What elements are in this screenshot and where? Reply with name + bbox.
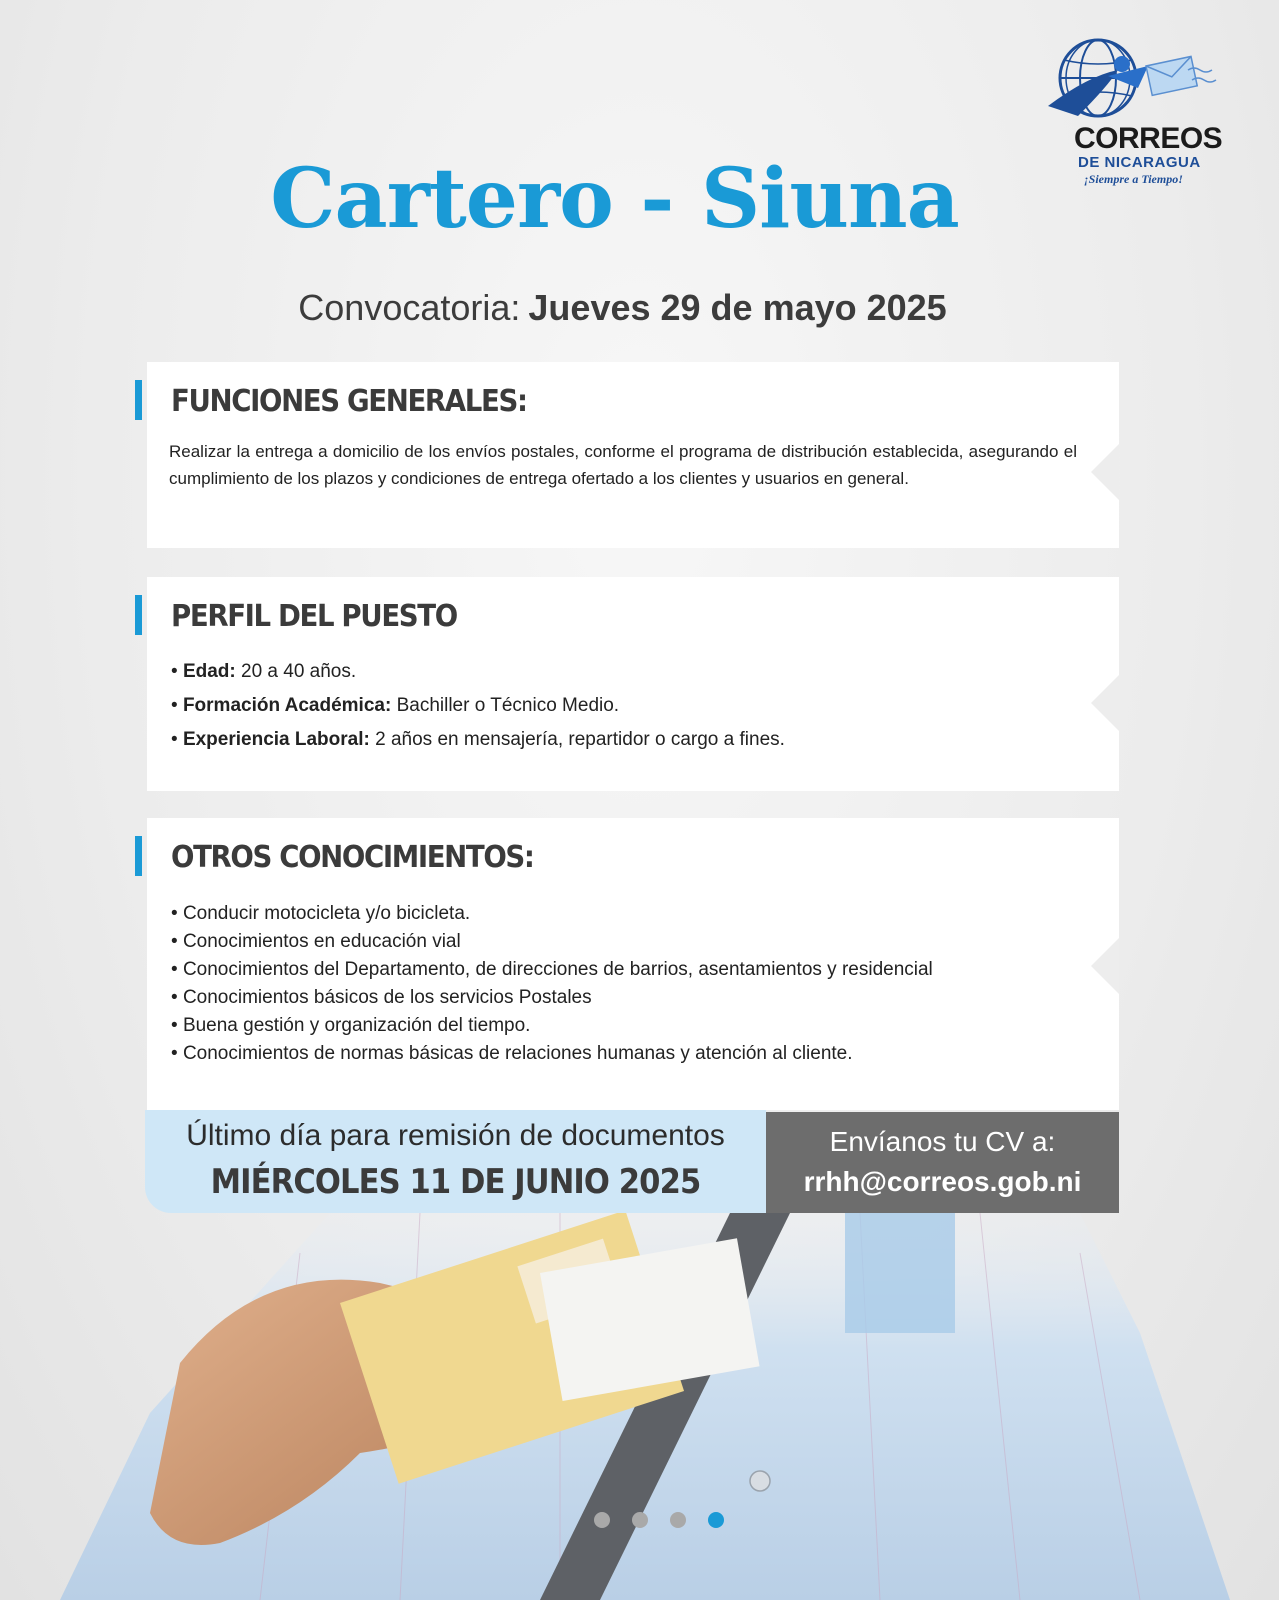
perfil-list [171,655,785,757]
carousel-dot[interactable] [632,1512,648,1528]
convocatoria-line [0,286,1245,329]
list-item: • Conocimientos del Departamento, de direcciones de barrios, asentamientos y residencial [171,956,933,984]
carousel-dot[interactable] [670,1512,686,1528]
card-notch [1091,675,1119,731]
send-cv-email[interactable]: rrhh@correos.gob.ni [803,1166,1082,1197]
otros-list [171,900,933,1068]
section-accent-bar [135,380,142,420]
list-item: • Conducir motocicleta y/o bicicleta. [171,900,933,928]
item-label: Edad: [182,661,236,682]
item-value: 2 años en mensajería, repartidor o cargo a fines. [369,729,785,750]
deadline-date: MIÉRCOLES 11 DE JUNIO 2025 [210,1162,701,1202]
deadline-banner [145,1110,766,1213]
list-item: • Buena gestión y organización del tiempo. [171,1012,933,1040]
list-item [171,723,785,757]
perfil-heading: PERFIL DEL PUESTO [171,599,457,634]
section-accent-bar [135,595,142,635]
card-notch [1091,938,1119,994]
page-title: Cartero - Siuna [270,151,959,247]
funciones-card [147,362,1119,548]
item-value: 20 a 40 años. [235,661,357,682]
globe-envelope-icon [1048,36,1228,126]
funciones-text: Realizar la entrega a domicilio de los envíos postales, conforme el programa de distribución establecida, asegurando el cumplimiento de los plazos y condiciones de entrega ofertado a los clientes y usuarios en general. [169,442,1077,488]
carousel-dot[interactable] [594,1512,610,1528]
section-accent-bar [135,836,142,876]
convocatoria-date: Jueves 29 de mayo 2025 [528,287,947,328]
funciones-heading: FUNCIONES GENERALES: [171,384,527,419]
otros-heading: OTROS CONOCIMIENTOS: [171,840,534,875]
list-item: • Conocimientos de normas básicas de relaciones humanas y atención al cliente. [171,1040,933,1068]
card-notch [1091,444,1119,500]
logo-name: CORREOS [1074,122,1223,155]
send-cv-banner [766,1112,1119,1213]
deadline-label: Último día para remisión de documentos [186,1119,725,1152]
carousel-dot[interactable] [708,1512,724,1528]
convocatoria-label: Convocatoria: [298,287,521,328]
logo-slogan: ¡Siempre a Tiempo! [1084,172,1183,186]
list-item: • Conocimientos en educación vial [171,928,933,956]
postman-photo [0,1213,1279,1600]
perfil-card [147,577,1119,791]
item-label: Experiencia Laboral: [182,729,370,750]
list-item [171,689,785,723]
item-value: Bachiller o Técnico Medio. [391,695,620,716]
list-item [171,655,785,689]
logo-subtitle: DE NICARAGUA [1078,154,1201,171]
send-cv-label: Envíanos tu CV a: [829,1126,1056,1157]
otros-card [147,818,1119,1110]
item-label: Formación Académica: [182,695,392,716]
list-item: • Conocimientos básicos de los servicios Postales [171,984,933,1012]
